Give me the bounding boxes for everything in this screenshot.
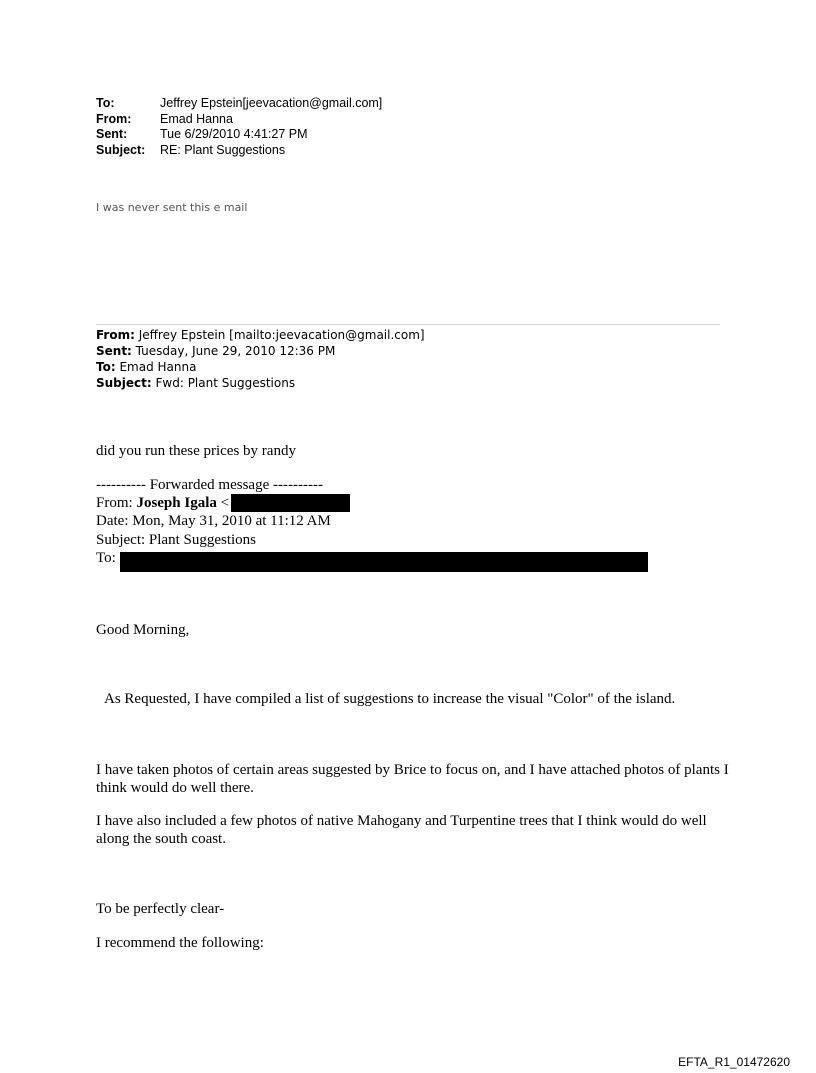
paragraph-1: As Requested, I have compiled a list of suggestions to increase the visual "Color" of the island. (104, 691, 676, 707)
header-subject-value: RE: Plant Suggestions (160, 142, 286, 157)
forward-sent-label: Sent: (96, 344, 132, 358)
header-to-label: To: (96, 96, 115, 110)
paragraph-4: To be perfectly clear- (96, 901, 225, 917)
forward-header (96, 327, 425, 391)
header-from-label: From: (96, 111, 132, 126)
forward-from-row (96, 327, 425, 343)
forward-subject-label: Subject: (96, 376, 152, 390)
header-subject-row (96, 143, 382, 159)
header-to-row (96, 96, 382, 112)
redaction-to-recipients (120, 552, 648, 572)
header-to-value: Jeffrey Epstein[jeevacation@gmail.com] (160, 96, 383, 110)
message-line: did you run these prices by randy (96, 443, 296, 459)
forwarded-separator: ---------- Forwarded message ---------- (96, 477, 323, 493)
forward-sent-value: Tuesday, June 29, 2010 12:36 PM (131, 344, 336, 358)
forward-subject-row (96, 375, 425, 391)
paragraph-2: I have taken photos of certain areas suggested by Brice to focus on, and I have attached photos of plants I think would do well there. (96, 762, 729, 796)
email-header (96, 96, 382, 158)
redaction-from-email (231, 494, 350, 512)
forwarded-subject: Subject: Plant Suggestions (96, 532, 257, 548)
paragraph-5: I recommend the following: (96, 935, 264, 951)
forwarded-to: To: (96, 550, 116, 566)
forward-to-label: To: (96, 360, 116, 374)
forward-to-value: Emad Hanna (115, 360, 197, 374)
header-from-value: Emad Hanna (160, 111, 233, 126)
divider (96, 324, 720, 325)
header-sent-label: Sent: (96, 127, 128, 141)
forwarded-from (96, 494, 229, 512)
forward-subject-value: Fwd: Plant Suggestions (151, 376, 296, 390)
reply-text: I was never sent this e mail (96, 201, 248, 214)
forwarded-date: Date: Mon, May 31, 2010 at 11:12 AM (96, 513, 331, 529)
forward-from-label: From: (96, 328, 135, 342)
document-id: EFTA_R1_01472620 (678, 1055, 790, 1069)
forwarded-from-prefix: From: (96, 495, 137, 511)
forward-sent-row (96, 343, 425, 359)
paragraph-3: I have also included a few photos of native Mahogany and Turpentine trees that I think would do well along the south coast. (96, 813, 707, 847)
header-subject-label: Subject: (96, 142, 146, 157)
header-sent-row (96, 127, 382, 143)
forwarded-from-name: Joseph Igala (136, 495, 217, 511)
forwarded-from-suffix: < (216, 495, 230, 511)
forward-from-value: Jeffrey Epstein [mailto:jeevacation@gmail.com] (134, 328, 425, 342)
header-from-row (96, 112, 382, 128)
header-sent-value: Tue 6/29/2010 4:41:27 PM (160, 127, 308, 141)
forward-to-row (96, 359, 425, 375)
greeting: Good Morning, (96, 622, 190, 638)
